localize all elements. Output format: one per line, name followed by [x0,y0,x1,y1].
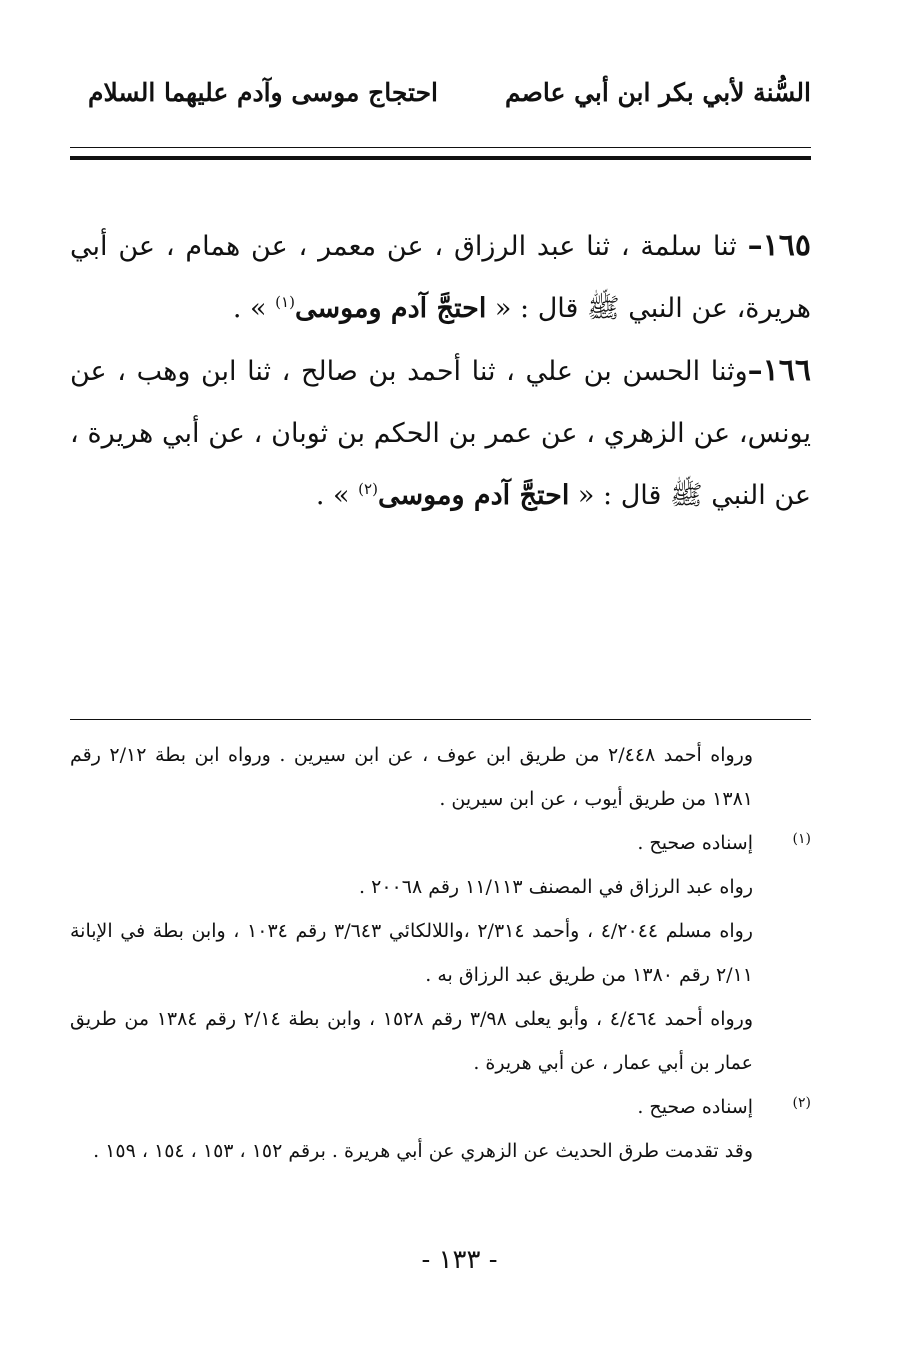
footnote-text: إسناده صحيح . [637,1096,753,1118]
hadith-text-end: » . [232,293,276,324]
hadith-matn: احتجَّ آدم وموسى [377,480,570,511]
footnote-2-first-line [70,1085,811,1129]
hadith-number: ١٦٥ [762,228,811,263]
footnote-ref: (١) [275,293,295,311]
footnote-text: إسناده صحيح . [637,832,753,854]
footnotes [70,733,811,1173]
hadith-dash: – [747,228,763,263]
page-number: - ١٣٣ - [421,1245,498,1275]
hadith-166 [70,340,811,527]
hadith-text-end: » . [315,480,359,511]
hadith-number: ١٦٦ [762,353,811,388]
footnote-line: رواه مسلم ٤/٢٠٤٤ ، وأحمد ٢/٣١٤ ،واللالكائي ٣/٦٤٣ رقم ١٠٣٤ ، وابن بطة في الإبانة ٢/١١ رقم ١٣٨٠ من طريق عبد الرزاق به . [70,920,753,986]
hadith-matn: احتجَّ آدم وموسى [294,293,487,324]
hadith-dash: – [747,353,763,388]
footnote-line: وقد تقدمت طرق الحديث عن الزهري عن أبي هريرة . برقم ١٥٢ ، ١٥٣ ، ١٥٤ ، ١٥٩ . [93,1140,753,1162]
main-text [70,215,811,527]
book-title: السُّنة لأبي بكر ابن أبي عاصم [504,78,811,107]
footnote-line: رواه عبد الرزاق في المصنف ١١/١١٣ رقم ٢٠٠٦٨ . [359,876,753,898]
hadith-165 [70,215,811,340]
running-header [88,78,811,118]
header-rule-thick [70,156,811,160]
header-rule-thin [70,147,811,148]
footnote-line: ورواه أحمد ٢/٤٤٨ من طريق ابن عوف ، عن ابن سيرين . ورواه ابن بطة ٢/١٢ رقم ١٣٨١ من طريق أيوب ، عن ابن سيرين . [70,744,753,810]
hadith-text: ثنا سلمة ، ثنا عبد الرزاق ، عن معمر ، عن همام ، عن أبي هريرة، عن النبي ﷺ قال : « [70,231,811,324]
footnote-line: ورواه أحمد ٤/٤٦٤ ، وأبو يعلى ٣/٩٨ رقم ١٥٢٨ ، وابن بطة ٢/١٤ رقم ١٣٨٤ من طريق عمار بن أبي عمار ، عن أبي هريرة . [70,1008,754,1074]
footnote-rule [70,719,811,720]
footnote-mark: (١) [792,831,811,847]
footnote-1-first-line [70,821,811,865]
footnote-mark: (٢) [792,1095,811,1111]
hadith-text: وثنا الحسن بن علي ، ثنا أحمد بن صالح ، ثنا ابن وهب ، عن يونس، عن الزهري ، عن عمر بن الحكم بن ثوبان ، عن أبي هريرة ، عن النبي ﷺ قال : « [70,356,811,511]
footnote-ref: (٢) [358,480,378,498]
chapter-title: احتجاج موسى وآدم عليهما السلام [88,78,438,107]
